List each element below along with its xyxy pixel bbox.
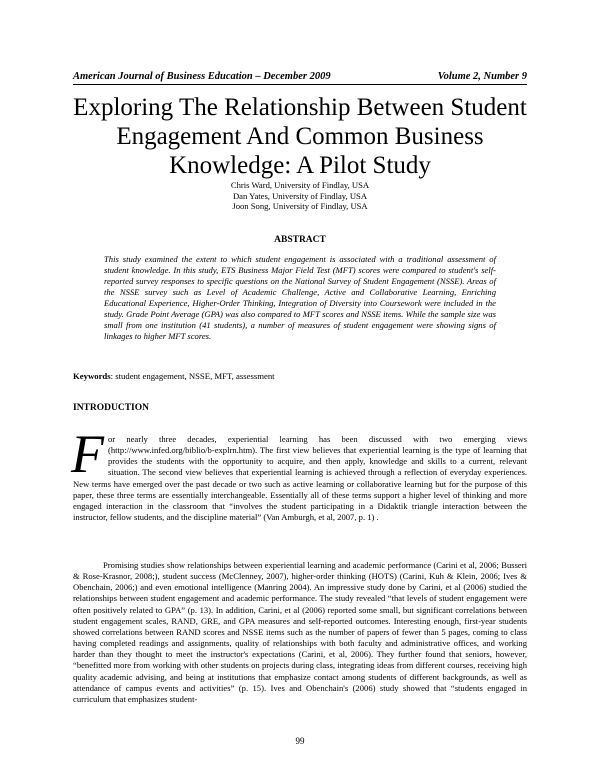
author-line: Joon Song, University of Findlay, USA <box>232 201 368 211</box>
drop-cap: F <box>71 424 104 484</box>
introduction-paragraph-2: Promising studies show relationships between experiential learning and academic performance (Carini et al, 2006; Busseri & Rose-Krasnor, 2008;), student success (McClenney, 2007), higher-order thinking (HOTS) (Carini, Kuh & Klein, 2006; Ives & Obenchain, 2006;) and even emotional intelligence (Manring 2004). An impressive study done by Carini, et al (2006) studied the relationships between student engagement and academic performance. The study revealed “that levels of student engagement were often positively related to GPA” (p. 13). In addition, Carini, et al (2006) reported some small, but significant correlations between student engagement scales, RAND, GRE, and GPA measures and self-reported outcomes. Interesting enough, first-year students showed correlations between RAND scores and NSSE items such as the number of papers of fewer than 5 pages, coming to class having completed readings and assignments, quality of relationships with both faculty and administrative offices, and working harder than they thought to meet the instructor's expectations (Carini, et al, 2006). They further found that seniors, however, “benefitted more from working with other students on projects during class, integrating ideas from different courses, receiving high quality academic advising, and being at institutions that emphasize contact among students of different backgrounds, as well as attendance of campus events and activities” (p. 15). Ives and Obenchain's (2006) study showed that “students engaged in curriculum that emphasizes student- <box>73 560 527 704</box>
paper-title: Exploring The Relationship Between Student Engagement And Common Business Knowledge: A Pilot Study <box>73 94 527 179</box>
abstract-text: This study examined the extent to which student engagement is associated with a traditional assessment of student knowledge. In this study, ETS Business Major Field Test (MFT) scores were compared to student's self-reported survey responses to specific questions on the National Survey of Student Engagement (NSSE). Areas of the NSSE survey such as Level of Academic Challenge, Active and Collaborative Learning, Enriching Educational Experience, Higher-Order Thinking, Integration of Diversity into Coursework were included in the study. Grade Point Average (GPA) was also compared to MFT scores and NSSE items. While the sample size was small from one institution (41 students), a number of measures of student engagement were showing signs of linkages to higher MFT scores. <box>104 254 496 341</box>
keywords-line <box>73 371 527 381</box>
keywords-text: : student engagement, NSSE, MFT, assessment <box>110 371 275 381</box>
author-list <box>73 180 527 212</box>
abstract-heading: ABSTRACT <box>274 235 326 245</box>
journal-title: American Journal of Business Education – December 2009 <box>73 71 331 82</box>
paragraph-text: or nearly three decades, experiential learning has been discussed with two emerging views (http://www.infed.org/biblio/b-explrn.htm). The first view believes that experiential learning is the type of learning that provides the students with the opportunity to acquire, and then apply, knowledge and skills to a current, relevant situation. The second view believes that experiential learning is achieved through a reflection of everyday experiences. New terms have emerged over the past decade or two such as active learning or collaborative learning but for the purpose of this paper, these three terms are essentially interchangeable. Essentially all of these terms support a higher level of thinking and more engaged interaction in the classroom that “involves the student participating in a Didaktik triangle interaction between the instructor, fellow students, and the discipline material” (Van Amburgh, et al, 2007, p. 1) . <box>73 434 527 523</box>
page-number: 99 <box>295 736 305 746</box>
author-line: Chris Ward, University of Findlay, USA <box>230 180 370 190</box>
keywords-label: Keywords <box>73 371 111 381</box>
introduction-paragraph-1 <box>71 424 527 523</box>
introduction-heading: INTRODUCTION <box>73 403 150 413</box>
volume-number: Volume 2, Number 9 <box>437 71 527 82</box>
running-header <box>73 71 527 85</box>
author-line: Dan Yates, University of Findlay, USA <box>232 190 368 201</box>
